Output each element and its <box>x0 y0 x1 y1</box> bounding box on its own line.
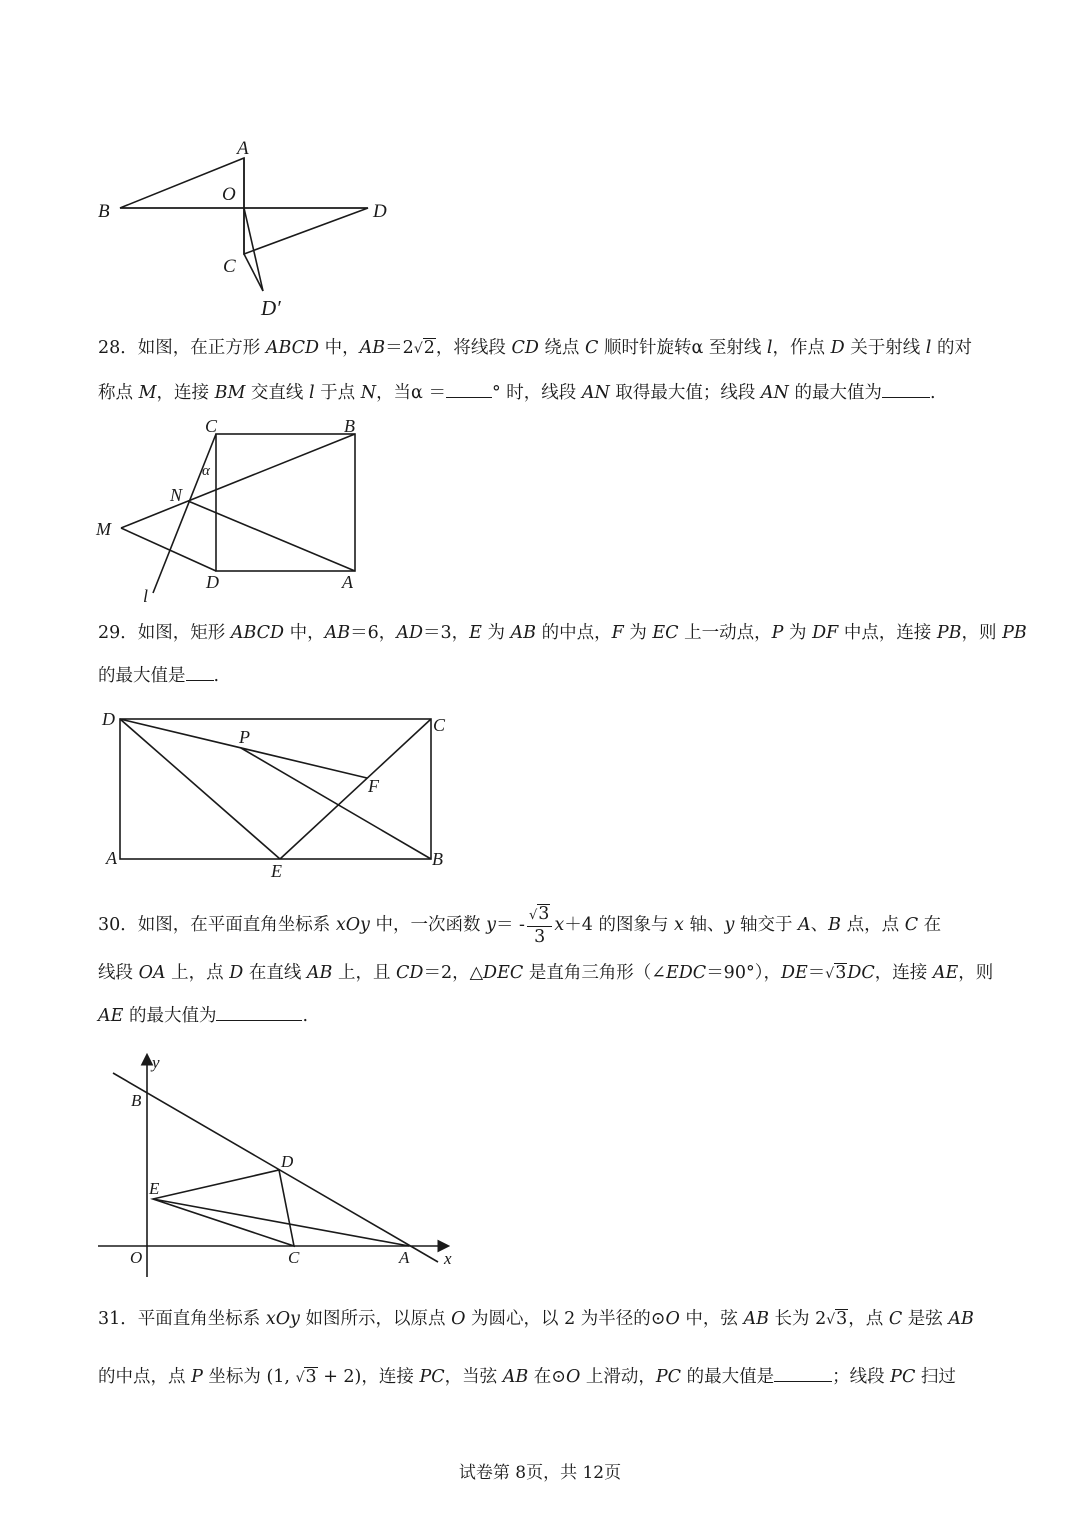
text: C <box>888 1309 903 1329</box>
text: ，将线段 <box>435 338 512 358</box>
segment-pb <box>241 748 431 859</box>
text: O <box>565 1367 581 1387</box>
rectangle-abcd <box>120 719 431 859</box>
triangle-edc <box>153 1170 294 1246</box>
text: 轴交于 <box>734 915 799 935</box>
text: AN <box>581 383 610 403</box>
label-c: C <box>223 256 236 277</box>
text: 中， <box>284 623 325 643</box>
label-c: C <box>288 1248 300 1267</box>
text: AB <box>502 1367 529 1387</box>
text: DE <box>780 963 808 983</box>
text: CD <box>511 338 539 358</box>
figure-q30 <box>95 1050 465 1285</box>
text: 在直线 <box>243 963 307 983</box>
text: 的中点，点 <box>98 1367 192 1387</box>
text: PB <box>936 623 962 643</box>
q30-line-2: 线段 OA 上，点 D 在直线 AB 上，且 CD＝2，△DEC 是直角三角形（∠EDC＝90°），DE＝√3DC，连接 AE，则 <box>98 963 994 983</box>
q31-line-2: 的中点，点 P 坐标为 (1, √3 + 2)，连接 PC，当弦 AB 在⊙O 上滑动，PC 的最大值是 ；线段 PC 扫过 <box>98 1367 956 1387</box>
text: B <box>828 915 842 935</box>
text: PB <box>1002 623 1027 643</box>
text: ＝6， <box>350 623 397 643</box>
segment-bm <box>121 434 355 528</box>
label-a: A <box>399 1248 410 1267</box>
text: 上，点 <box>165 963 230 983</box>
label-d: D <box>373 201 387 222</box>
text: EDC <box>665 963 707 983</box>
text: AN <box>760 383 789 403</box>
text: l <box>925 338 932 358</box>
text: ＝2 <box>385 338 414 358</box>
figure-q27 <box>90 135 400 325</box>
label-p: P <box>239 727 250 747</box>
answer-blank[interactable] <box>186 664 214 681</box>
text: AB <box>510 623 537 643</box>
text: P <box>191 1367 203 1387</box>
segment-cdprime <box>244 254 263 291</box>
text: 上，且 <box>332 963 397 983</box>
text: 中，一次函数 <box>369 915 487 935</box>
segment-ec <box>280 719 431 859</box>
text: 关于射线 <box>844 338 926 358</box>
text: 的最大值为 <box>788 383 882 403</box>
text: AD <box>396 623 423 643</box>
answer-blank[interactable] <box>882 381 930 398</box>
label-alpha: α <box>202 463 210 479</box>
figure-q28 <box>90 410 380 605</box>
label-b: B <box>131 1091 142 1110</box>
text: AB <box>359 338 386 358</box>
q31-line-1: 31．平面直角坐标系 xOy 如图所示，以原点 O 为圆心，以 2 为半径的⊙O 中，弦 AB 长为 2√3，点 C 是弦 AB <box>98 1309 974 1329</box>
text: ，则 <box>961 623 1003 643</box>
sqrt-radicand: 3 <box>305 1367 317 1387</box>
text: y <box>486 915 496 935</box>
label-c: C <box>433 715 446 735</box>
text: 取得最大值；线段 <box>609 383 761 403</box>
sqrt-radicand: 3 <box>836 1309 848 1329</box>
text: 中， <box>319 338 360 358</box>
text: 为 <box>623 623 653 643</box>
text: 、 <box>810 915 829 935</box>
q30-line-1 <box>98 904 941 947</box>
label-e: E <box>271 861 282 881</box>
text: ＝ - <box>495 915 525 935</box>
segment-odprime <box>244 208 263 291</box>
text: ABCD <box>230 623 285 643</box>
text: 上一动点， <box>678 623 772 643</box>
text: l <box>766 338 773 358</box>
text: DF <box>812 623 839 643</box>
text: 称点 <box>98 383 139 403</box>
text: AB <box>948 1309 974 1329</box>
label-b: B <box>344 416 355 436</box>
q30-line-3 <box>98 1004 308 1028</box>
text: ，连接 <box>156 383 215 403</box>
segment-na <box>188 501 355 571</box>
text: A <box>798 915 811 935</box>
text: ＋4 的图象与 <box>564 915 675 935</box>
label-a: A <box>106 848 117 868</box>
label-e: E <box>149 1179 160 1198</box>
ray-l <box>153 434 216 593</box>
text: 点，点 <box>841 915 905 935</box>
text: ＝2，△ <box>423 963 484 983</box>
text: 为 <box>481 623 511 643</box>
text: 线段 <box>98 963 139 983</box>
text: 上滑动， <box>580 1367 656 1387</box>
q28-line-2 <box>98 381 936 405</box>
label-d: D <box>281 1152 294 1171</box>
line-ab <box>113 1073 438 1262</box>
text: 30．如图，在平面直角坐标系 <box>98 915 336 935</box>
label-dprime: D′ <box>261 296 281 320</box>
q28-line-1: 28．如图，在正方形 ABCD 中，AB＝2√2，将线段 CD 绕点 C 顺时针旋转α 至射线 l，作点 D 关于射线 l 的对 <box>98 338 972 358</box>
label-o: O <box>130 1248 143 1267</box>
square-abcd <box>216 434 355 571</box>
text: . <box>213 666 220 686</box>
label-o: O <box>222 184 236 205</box>
text: AB <box>743 1309 769 1329</box>
segment-mn-d <box>121 528 216 571</box>
text: PC <box>890 1367 916 1387</box>
text: AB <box>324 623 351 643</box>
label-d: D <box>102 709 115 729</box>
text: ，点 <box>848 1309 889 1329</box>
text: CD <box>396 963 424 983</box>
text: ，当α ＝ <box>376 383 446 403</box>
sqrt-radicand: 3 <box>538 904 550 924</box>
text: l <box>309 383 315 403</box>
text: 交直线 <box>245 383 309 403</box>
text: xOy <box>335 915 370 935</box>
text: 在⊙ <box>528 1367 566 1387</box>
text: N <box>360 383 377 403</box>
answer-blank[interactable] <box>446 381 492 398</box>
text: 的对 <box>931 338 972 358</box>
fraction: $\frac{√3}{3}$ <box>527 904 552 947</box>
label-a: A <box>342 572 353 592</box>
text: F <box>611 623 624 643</box>
text: O <box>451 1309 466 1329</box>
answer-blank[interactable] <box>216 1004 302 1021</box>
label-b: B <box>98 201 110 222</box>
text: 轴、 <box>683 915 725 935</box>
text: 的最大值为 <box>123 1006 217 1026</box>
text: C <box>904 915 919 935</box>
text: D <box>830 338 845 358</box>
text: AE <box>98 1006 124 1026</box>
text: 为圆心，以 2 为半径的⊙ <box>465 1309 666 1329</box>
text: xOy <box>265 1309 300 1329</box>
q29-line-2 <box>98 664 219 688</box>
text: OA <box>138 963 166 983</box>
text: E <box>469 623 482 643</box>
label-c: C <box>205 416 218 436</box>
text: + 2)，连接 <box>317 1367 420 1387</box>
text: M <box>138 383 157 403</box>
label-f: F <box>368 776 379 796</box>
text: 长为 2 <box>768 1309 827 1329</box>
label-b: B <box>432 849 443 869</box>
text: x <box>674 915 684 935</box>
text: . <box>302 1006 309 1026</box>
text: 31．平面直角坐标系 <box>98 1309 266 1329</box>
text: BM <box>214 383 246 403</box>
label-a: A <box>237 138 249 159</box>
text: PC <box>655 1367 682 1387</box>
text: ，连接 <box>874 963 933 983</box>
text: 坐标为 (1, <box>202 1367 296 1387</box>
text: 顺时针旋转α 至射线 <box>598 338 767 358</box>
label-x: x <box>444 1249 452 1268</box>
text: . <box>929 383 936 403</box>
text: 的最大值是 <box>98 666 186 686</box>
label-d: D <box>206 572 219 592</box>
text: 的最大值是 <box>681 1367 775 1387</box>
page-footer: 试卷第 8页，共 12页 <box>458 1463 622 1483</box>
text: ° 时，线段 <box>491 383 582 403</box>
label-m: M <box>96 519 111 539</box>
text: ＝3， <box>422 623 470 643</box>
text: PC <box>419 1367 445 1387</box>
text: 29．如图，矩形 <box>98 623 231 643</box>
text: 中点，连接 <box>838 623 937 643</box>
text: 28．如图，在正方形 <box>98 338 266 358</box>
text: 为 <box>783 623 813 643</box>
text: 是直角三角形（∠ <box>523 963 666 983</box>
text: 绕点 <box>538 338 585 358</box>
text: 中，弦 <box>679 1309 744 1329</box>
text: AE <box>932 963 959 983</box>
text: ；线段 <box>832 1367 891 1387</box>
text: 的中点， <box>536 623 612 643</box>
text: ＝90°）， <box>706 963 781 983</box>
text: ＝ <box>807 963 826 983</box>
text: 扫过 <box>915 1367 956 1387</box>
fraction-denominator: 3 <box>534 927 546 947</box>
segment-de <box>120 719 280 859</box>
text: 在 <box>918 915 942 935</box>
text: D <box>229 963 244 983</box>
label-n: N <box>170 485 183 505</box>
figure-q29 <box>95 705 465 885</box>
text: ，作点 <box>772 338 831 358</box>
text: ，则 <box>958 963 994 983</box>
text: x <box>554 915 565 935</box>
text: y <box>724 915 735 935</box>
text: EC <box>652 623 679 643</box>
text: 是弦 <box>902 1309 949 1329</box>
answer-blank[interactable] <box>774 1365 832 1382</box>
text: C <box>585 338 599 358</box>
sqrt-radicand: 2 <box>423 338 435 358</box>
label-l: l <box>143 586 149 606</box>
text: AB <box>306 963 333 983</box>
text: P <box>771 623 784 643</box>
text: DEC <box>483 963 524 983</box>
q29-line-1 <box>98 621 1027 645</box>
label-y: y <box>152 1053 160 1072</box>
text: ，当弦 <box>444 1367 503 1387</box>
text: DC <box>847 963 875 983</box>
text: 如图所示，以原点 <box>299 1309 452 1329</box>
text: O <box>665 1309 680 1329</box>
sqrt-radicand: 3 <box>835 963 847 983</box>
text: ABCD <box>265 338 320 358</box>
text: 于点 <box>314 383 361 403</box>
